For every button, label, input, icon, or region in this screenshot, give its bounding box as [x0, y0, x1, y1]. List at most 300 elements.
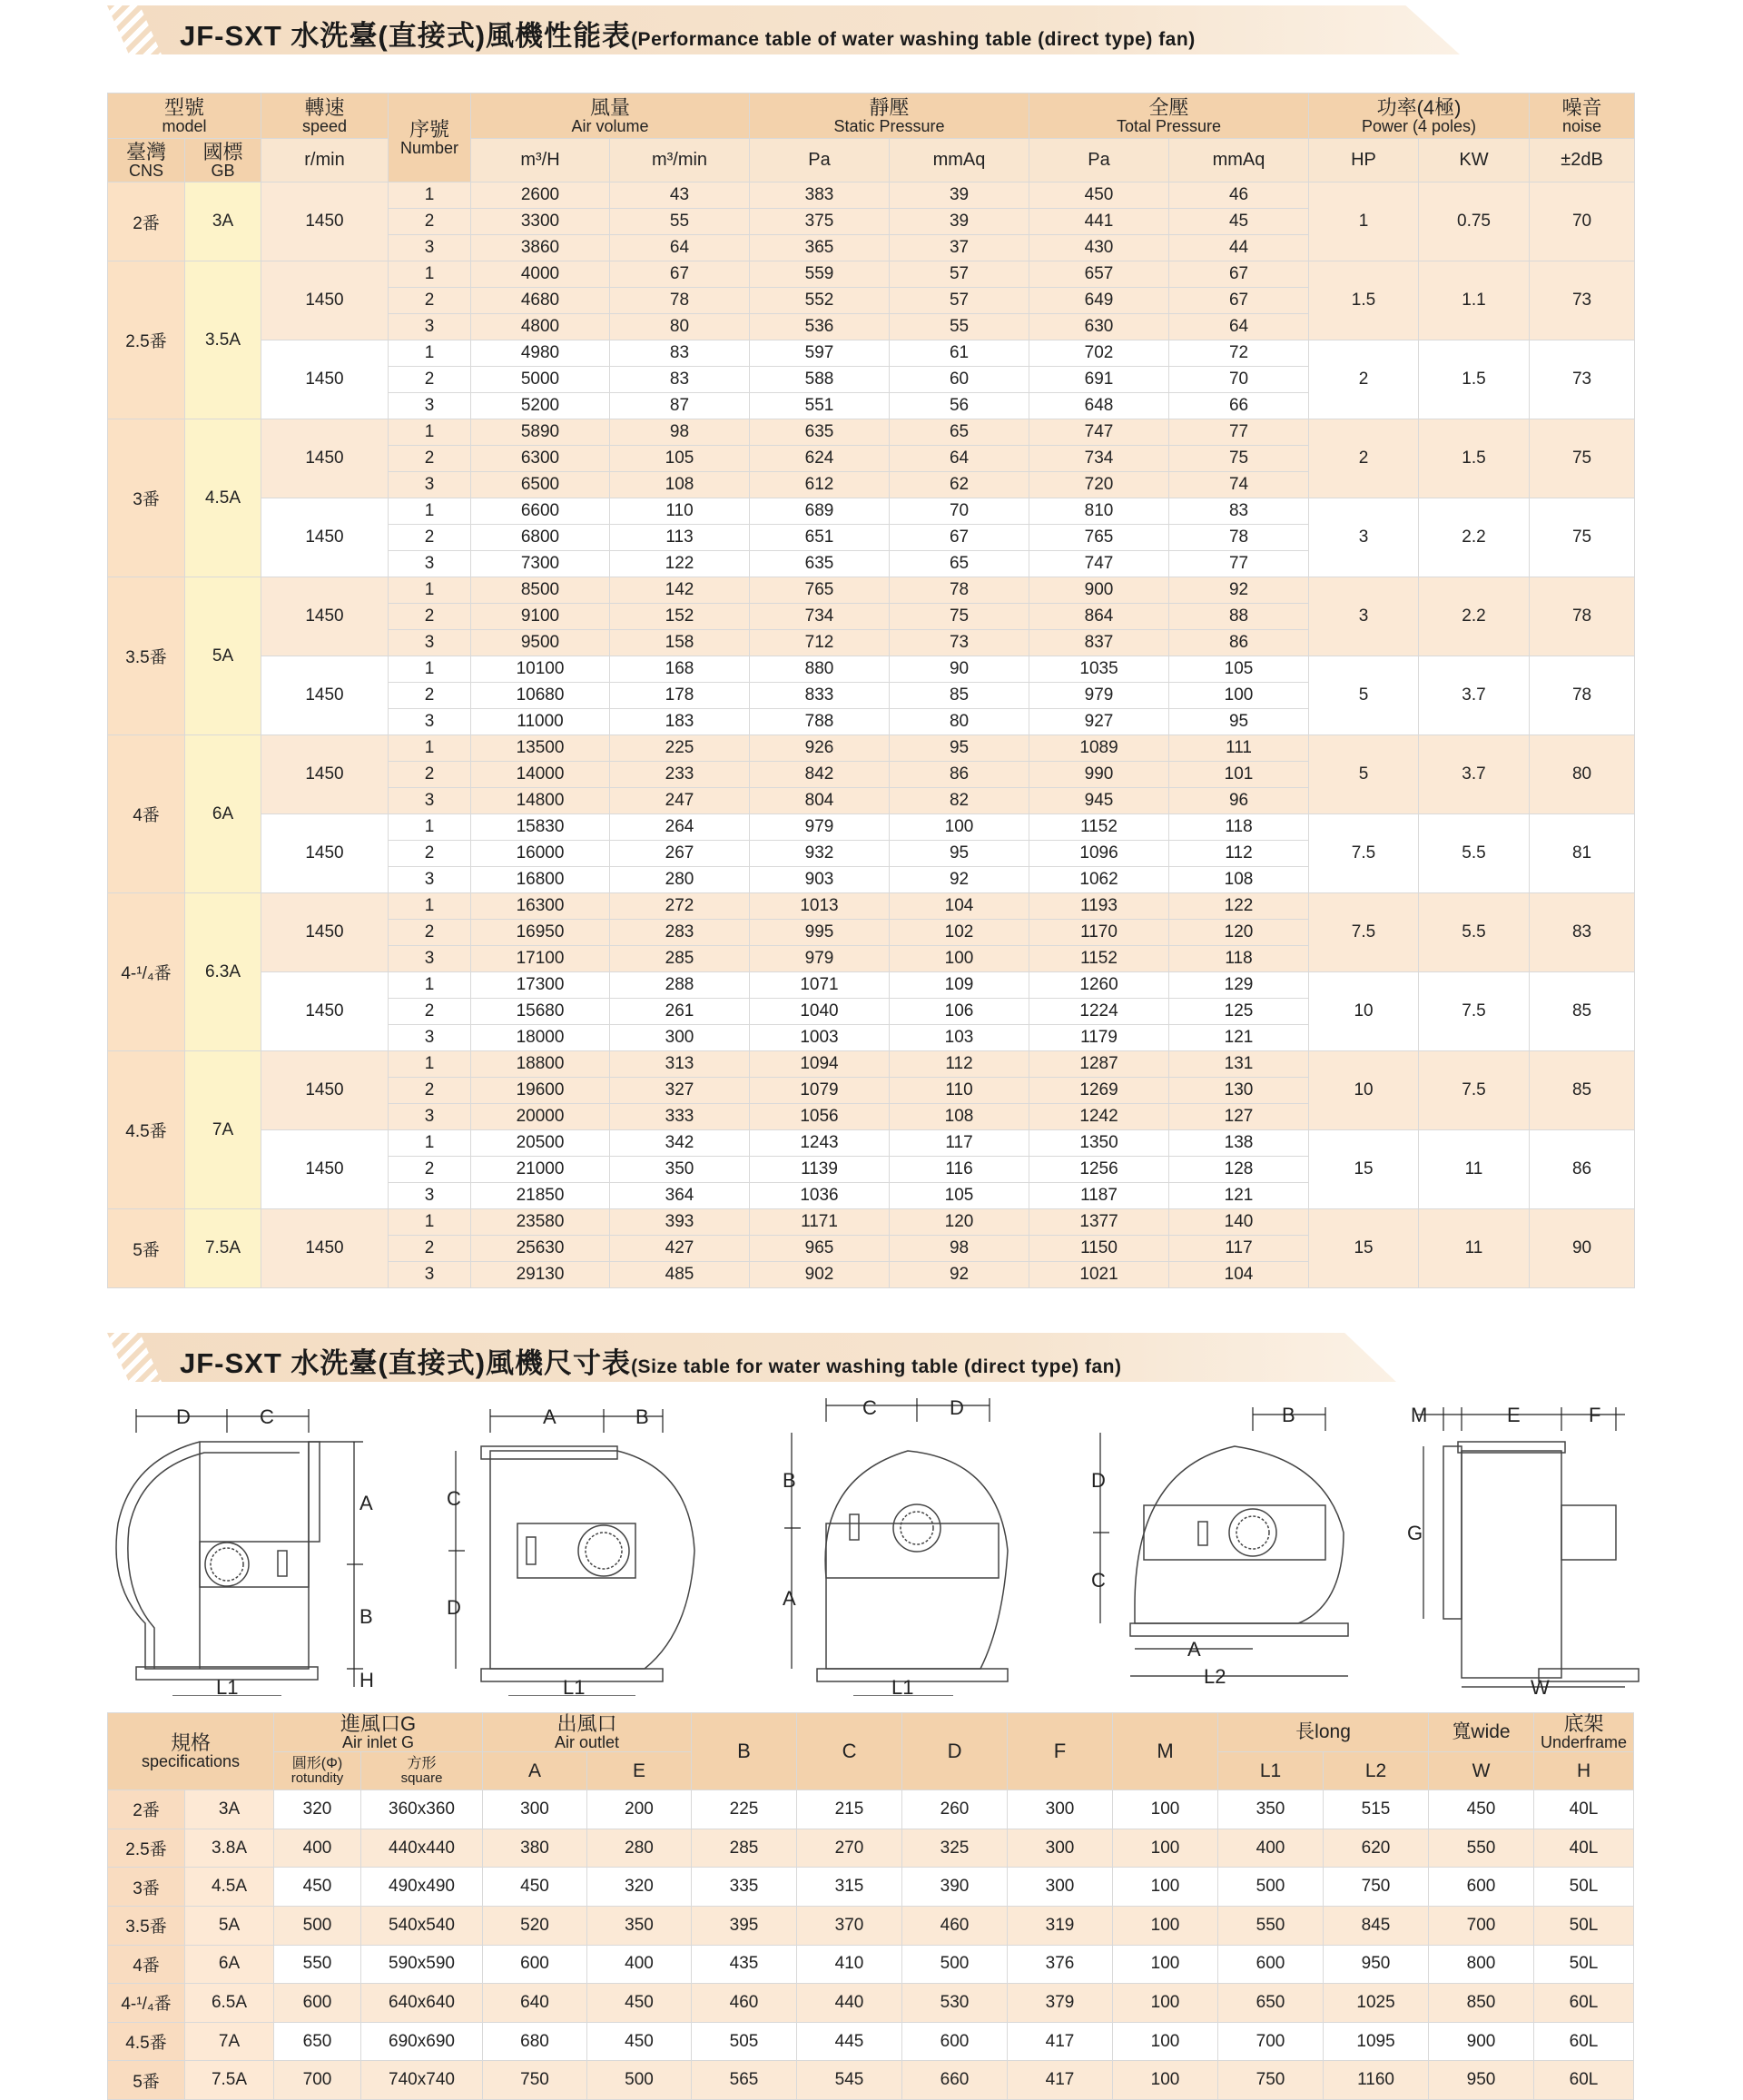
air-m3h-cell: 14800 — [471, 788, 610, 814]
size-title-zh: JF-SXT 水洗臺(直接式)風機尺寸表 — [180, 1347, 632, 1379]
static-pa-cell: 635 — [750, 551, 890, 577]
speed-cell: 1450 — [261, 419, 389, 498]
frame-h: 50L — [1534, 1906, 1634, 1945]
spec-cns: 5番 — [108, 2061, 185, 2100]
dim-l2: 1160 — [1324, 2061, 1429, 2100]
dim-l1: 550 — [1218, 1906, 1324, 1945]
dim-label: A — [783, 1587, 796, 1610]
noise-cell: 85 — [1530, 1051, 1635, 1130]
inlet-square: 490x490 — [361, 1868, 483, 1907]
number-cell: 2 — [389, 683, 471, 709]
air-m3min-cell: 247 — [610, 788, 750, 814]
number-cell: 3 — [389, 1183, 471, 1209]
total-pa-cell: 1062 — [1029, 867, 1169, 893]
dim-label: D — [447, 1596, 461, 1619]
air-m3min-cell: 280 — [610, 867, 750, 893]
model-cns: 4-¹/₄番 — [108, 893, 185, 1051]
inlet-square: 590x590 — [361, 1945, 483, 1984]
dim-l1: 500 — [1218, 1868, 1324, 1907]
total-pa-cell: 657 — [1029, 261, 1169, 288]
static-pa-cell: 689 — [750, 498, 890, 525]
static-pa-cell: 734 — [750, 604, 890, 630]
dim-d: 260 — [902, 1790, 1008, 1829]
spec-cns: 2.5番 — [108, 1829, 185, 1868]
spec-gb: 5A — [185, 1906, 274, 1945]
air-m3min-cell: 300 — [610, 1025, 750, 1051]
hp-cell: 10 — [1309, 972, 1419, 1051]
hp-cell: 10 — [1309, 1051, 1419, 1130]
air-m3h-cell: 15680 — [471, 999, 610, 1025]
noise-cell: 73 — [1530, 261, 1635, 340]
static-mmaq-cell: 37 — [890, 235, 1029, 261]
dim-label: A — [1187, 1638, 1201, 1661]
number-cell: 2 — [389, 1236, 471, 1262]
spec-gb: 7.5A — [185, 2061, 274, 2100]
static-mmaq-cell: 62 — [890, 472, 1029, 498]
header-total-mmaq: mmAq — [1169, 139, 1309, 182]
total-pa-cell: 734 — [1029, 446, 1169, 472]
kw-cell: 11 — [1419, 1209, 1530, 1288]
inlet-square: 640x640 — [361, 1984, 483, 2023]
static-mmaq-cell: 57 — [890, 288, 1029, 314]
table-row — [108, 1984, 1634, 2023]
table-row — [108, 340, 1635, 367]
dim-l1: 400 — [1218, 1829, 1324, 1868]
air-m3min-cell: 327 — [610, 1078, 750, 1104]
noise-cell: 83 — [1530, 893, 1635, 972]
noise-cell: 73 — [1530, 340, 1635, 419]
dim-m: 100 — [1113, 1790, 1218, 1829]
total-pa-cell: 1260 — [1029, 972, 1169, 999]
header-cns: 臺灣 CNS — [108, 139, 185, 182]
header-total-pa: Pa — [1029, 139, 1169, 182]
static-mmaq-cell: 60 — [890, 367, 1029, 393]
air-m3min-cell: 87 — [610, 393, 750, 419]
size-header-b: B — [692, 1713, 797, 1790]
kw-cell: 5.5 — [1419, 893, 1530, 972]
total-mmaq-cell: 138 — [1169, 1130, 1309, 1157]
model-gb: 3.5A — [185, 261, 261, 419]
air-m3h-cell: 4980 — [471, 340, 610, 367]
dim-f: 379 — [1008, 1984, 1113, 2023]
static-pa-cell: 1013 — [750, 893, 890, 920]
air-m3h-cell: 13500 — [471, 735, 610, 762]
outlet-e: 280 — [587, 1829, 692, 1868]
air-m3h-cell: 4000 — [471, 261, 610, 288]
dim-w: 850 — [1429, 1984, 1534, 2023]
noise-cell: 75 — [1530, 498, 1635, 577]
dim-w: 700 — [1429, 1906, 1534, 1945]
total-pa-cell: 1152 — [1029, 814, 1169, 841]
static-pa-cell: 365 — [750, 235, 890, 261]
spec-cns: 3番 — [108, 1868, 185, 1907]
static-pa-cell: 932 — [750, 841, 890, 867]
number-cell: 3 — [389, 472, 471, 498]
hp-cell: 7.5 — [1309, 893, 1419, 972]
dim-m: 100 — [1113, 1945, 1218, 1984]
total-mmaq-cell: 117 — [1169, 1236, 1309, 1262]
static-pa-cell: 965 — [750, 1236, 890, 1262]
static-mmaq-cell: 64 — [890, 446, 1029, 472]
perf-title-zh: JF-SXT 水洗臺(直接式)風機性能表 — [180, 20, 632, 52]
total-mmaq-cell: 44 — [1169, 235, 1309, 261]
total-mmaq-cell: 108 — [1169, 867, 1309, 893]
table-row — [108, 1829, 1634, 1868]
inlet-square: 360x360 — [361, 1790, 483, 1829]
number-cell: 2 — [389, 1157, 471, 1183]
static-mmaq-cell: 65 — [890, 419, 1029, 446]
air-m3min-cell: 264 — [610, 814, 750, 841]
dim-m: 100 — [1113, 2022, 1218, 2061]
dim-label: B — [783, 1469, 796, 1492]
kw-cell: 0.75 — [1419, 182, 1530, 261]
air-m3h-cell: 18000 — [471, 1025, 610, 1051]
hp-cell: 15 — [1309, 1130, 1419, 1209]
total-pa-cell: 1179 — [1029, 1025, 1169, 1051]
total-mmaq-cell: 112 — [1169, 841, 1309, 867]
static-mmaq-cell: 95 — [890, 841, 1029, 867]
speed-cell: 1450 — [261, 498, 389, 577]
table-row — [108, 577, 1635, 604]
hp-cell: 5 — [1309, 735, 1419, 814]
static-mmaq-cell: 39 — [890, 209, 1029, 235]
table-row — [108, 893, 1635, 920]
dim-l1: 700 — [1218, 2022, 1324, 2061]
size-header-inlet: 進風口G Air inlet G — [274, 1713, 483, 1752]
static-pa-cell: 926 — [750, 735, 890, 762]
number-cell: 1 — [389, 1130, 471, 1157]
total-pa-cell: 649 — [1029, 288, 1169, 314]
dim-f: 300 — [1008, 1790, 1113, 1829]
number-cell: 2 — [389, 1078, 471, 1104]
total-mmaq-cell: 104 — [1169, 1262, 1309, 1288]
air-m3min-cell: 152 — [610, 604, 750, 630]
dim-f: 319 — [1008, 1906, 1113, 1945]
static-pa-cell: 375 — [750, 209, 890, 235]
air-m3h-cell: 9100 — [471, 604, 610, 630]
static-mmaq-cell: 109 — [890, 972, 1029, 999]
header-speed: 轉速 speed — [261, 94, 389, 139]
static-mmaq-cell: 55 — [890, 314, 1029, 340]
total-mmaq-cell: 67 — [1169, 261, 1309, 288]
model-gb: 7A — [185, 1051, 261, 1209]
number-cell: 2 — [389, 920, 471, 946]
noise-cell: 78 — [1530, 656, 1635, 735]
static-pa-cell: 788 — [750, 709, 890, 735]
outlet-a: 300 — [483, 1790, 587, 1829]
table-row — [108, 1868, 1634, 1907]
kw-cell: 3.7 — [1419, 735, 1530, 814]
total-mmaq-cell: 95 — [1169, 709, 1309, 735]
dim-label: C — [1091, 1569, 1106, 1592]
number-cell: 3 — [389, 393, 471, 419]
static-pa-cell: 1171 — [750, 1209, 890, 1236]
total-mmaq-cell: 66 — [1169, 393, 1309, 419]
outlet-e: 200 — [587, 1790, 692, 1829]
total-pa-cell: 1287 — [1029, 1051, 1169, 1078]
outlet-e: 450 — [587, 1984, 692, 2023]
dim-c: 315 — [797, 1868, 902, 1907]
dim-d: 325 — [902, 1829, 1008, 1868]
dim-label: C — [260, 1405, 274, 1428]
air-m3min-cell: 333 — [610, 1104, 750, 1130]
air-m3min-cell: 233 — [610, 762, 750, 788]
size-header-c: C — [797, 1713, 902, 1790]
static-pa-cell: 1003 — [750, 1025, 890, 1051]
air-m3h-cell: 9500 — [471, 630, 610, 656]
total-mmaq-cell: 100 — [1169, 683, 1309, 709]
hp-cell: 7.5 — [1309, 814, 1419, 893]
noise-cell: 85 — [1530, 972, 1635, 1051]
static-mmaq-cell: 65 — [890, 551, 1029, 577]
number-cell: 3 — [389, 1025, 471, 1051]
model-gb: 6A — [185, 735, 261, 893]
fan-diagram-front-3 — [772, 1396, 1044, 1696]
total-pa-cell: 900 — [1029, 577, 1169, 604]
number-cell: 3 — [389, 235, 471, 261]
static-mmaq-cell: 86 — [890, 762, 1029, 788]
dim-b: 395 — [692, 1906, 797, 1945]
kw-cell: 2.2 — [1419, 498, 1530, 577]
static-pa-cell: 979 — [750, 814, 890, 841]
dim-l2: 950 — [1324, 1945, 1429, 1984]
size-header-round: 圓形(Φ) rotundity — [274, 1751, 361, 1790]
total-pa-cell: 945 — [1029, 788, 1169, 814]
dim-w: 600 — [1429, 1868, 1534, 1907]
total-mmaq-cell: 72 — [1169, 340, 1309, 367]
air-m3min-cell: 485 — [610, 1262, 750, 1288]
header-hp: HP — [1309, 139, 1419, 182]
inlet-round: 450 — [274, 1868, 361, 1907]
total-pa-cell: 765 — [1029, 525, 1169, 551]
dim-c: 545 — [797, 2061, 902, 2100]
spec-cns: 3.5番 — [108, 1906, 185, 1945]
size-title-band — [107, 1333, 1396, 1382]
outlet-a: 520 — [483, 1906, 587, 1945]
air-m3h-cell: 4680 — [471, 288, 610, 314]
static-pa-cell: 597 — [750, 340, 890, 367]
dim-l1: 600 — [1218, 1945, 1324, 1984]
static-pa-cell: 559 — [750, 261, 890, 288]
spec-cns: 2番 — [108, 1790, 185, 1829]
static-mmaq-cell: 106 — [890, 999, 1029, 1025]
total-pa-cell: 1224 — [1029, 999, 1169, 1025]
total-mmaq-cell: 64 — [1169, 314, 1309, 340]
static-mmaq-cell: 61 — [890, 340, 1029, 367]
air-m3min-cell: 64 — [610, 235, 750, 261]
dim-label: C — [862, 1396, 877, 1419]
outlet-a: 450 — [483, 1868, 587, 1907]
inlet-square: 440x440 — [361, 1829, 483, 1868]
static-pa-cell: 1071 — [750, 972, 890, 999]
dim-f: 417 — [1008, 2022, 1113, 2061]
kw-cell: 7.5 — [1419, 1051, 1530, 1130]
air-m3h-cell: 20000 — [471, 1104, 610, 1130]
number-cell: 3 — [389, 709, 471, 735]
air-m3min-cell: 261 — [610, 999, 750, 1025]
air-m3h-cell: 4800 — [471, 314, 610, 340]
static-pa-cell: 1036 — [750, 1183, 890, 1209]
speed-cell: 1450 — [261, 814, 389, 893]
static-mmaq-cell: 80 — [890, 709, 1029, 735]
air-m3min-cell: 283 — [610, 920, 750, 946]
hp-cell: 5 — [1309, 656, 1419, 735]
dim-c: 440 — [797, 1984, 902, 2023]
air-m3h-cell: 6500 — [471, 472, 610, 498]
total-pa-cell: 691 — [1029, 367, 1169, 393]
air-m3min-cell: 80 — [610, 314, 750, 340]
air-m3min-cell: 364 — [610, 1183, 750, 1209]
air-m3h-cell: 17300 — [471, 972, 610, 999]
total-pa-cell: 1193 — [1029, 893, 1169, 920]
static-pa-cell: 712 — [750, 630, 890, 656]
kw-cell: 1.1 — [1419, 261, 1530, 340]
static-mmaq-cell: 39 — [890, 182, 1029, 209]
static-pa-cell: 536 — [750, 314, 890, 340]
dim-l2: 750 — [1324, 1868, 1429, 1907]
perf-title-en: (Performance table of water washing table (direct type) fan) — [631, 29, 1196, 50]
header-number: 序號 Number — [389, 94, 471, 182]
air-m3min-cell: 122 — [610, 551, 750, 577]
number-cell: 3 — [389, 788, 471, 814]
total-mmaq-cell: 70 — [1169, 367, 1309, 393]
total-mmaq-cell: 74 — [1169, 472, 1309, 498]
number-cell: 1 — [389, 182, 471, 209]
dim-l2: 845 — [1324, 1906, 1429, 1945]
total-pa-cell: 450 — [1029, 182, 1169, 209]
air-m3min-cell: 142 — [610, 577, 750, 604]
dim-label: G — [1407, 1522, 1423, 1544]
header-db: ±2dB — [1530, 139, 1635, 182]
total-pa-cell: 1152 — [1029, 946, 1169, 972]
air-m3h-cell: 23580 — [471, 1209, 610, 1236]
frame-h: 60L — [1534, 2022, 1634, 2061]
spec-gb: 7A — [185, 2022, 274, 2061]
static-mmaq-cell: 92 — [890, 867, 1029, 893]
size-header-l2: L2 — [1324, 1751, 1429, 1790]
air-m3min-cell: 350 — [610, 1157, 750, 1183]
dim-b: 460 — [692, 1984, 797, 2023]
dim-d: 390 — [902, 1868, 1008, 1907]
air-m3min-cell: 67 — [610, 261, 750, 288]
dim-b: 565 — [692, 2061, 797, 2100]
number-cell: 3 — [389, 1262, 471, 1288]
total-pa-cell: 441 — [1029, 209, 1169, 235]
model-cns: 2番 — [108, 182, 185, 261]
air-m3h-cell: 16950 — [471, 920, 610, 946]
performance-table — [107, 93, 1635, 1288]
number-cell: 3 — [389, 551, 471, 577]
dim-b: 435 — [692, 1945, 797, 1984]
air-m3min-cell: 342 — [610, 1130, 750, 1157]
speed-cell: 1450 — [261, 1051, 389, 1130]
total-pa-cell: 430 — [1029, 235, 1169, 261]
air-m3h-cell: 5890 — [471, 419, 610, 446]
dim-label: W — [1531, 1676, 1550, 1696]
air-m3min-cell: 313 — [610, 1051, 750, 1078]
static-mmaq-cell: 75 — [890, 604, 1029, 630]
total-mmaq-cell: 129 — [1169, 972, 1309, 999]
total-mmaq-cell: 118 — [1169, 814, 1309, 841]
inlet-square: 540x540 — [361, 1906, 483, 1945]
dim-label: D — [1091, 1469, 1106, 1492]
number-cell: 2 — [389, 841, 471, 867]
air-m3h-cell: 25630 — [471, 1236, 610, 1262]
table-row — [108, 1790, 1634, 1829]
dim-l1: 750 — [1218, 2061, 1324, 2100]
model-gb: 4.5A — [185, 419, 261, 577]
air-m3min-cell: 78 — [610, 288, 750, 314]
static-pa-cell: 880 — [750, 656, 890, 683]
header-static-pressure: 靜壓 Static Pressure — [750, 94, 1029, 139]
fan-diagram-side — [1398, 1396, 1643, 1696]
outlet-e: 450 — [587, 2022, 692, 2061]
number-cell: 1 — [389, 340, 471, 367]
static-mmaq-cell: 56 — [890, 393, 1029, 419]
dim-label: C — [447, 1487, 461, 1510]
perf-title-band — [107, 5, 1460, 54]
noise-cell: 75 — [1530, 419, 1635, 498]
air-m3min-cell: 427 — [610, 1236, 750, 1262]
outlet-a: 640 — [483, 1984, 587, 2023]
static-pa-cell: 995 — [750, 920, 890, 946]
air-m3h-cell: 16300 — [471, 893, 610, 920]
static-mmaq-cell: 104 — [890, 893, 1029, 920]
outlet-e: 500 — [587, 2061, 692, 2100]
air-m3min-cell: 108 — [610, 472, 750, 498]
static-pa-cell: 833 — [750, 683, 890, 709]
dim-label: D — [950, 1396, 964, 1419]
static-pa-cell: 551 — [750, 393, 890, 419]
header-kw: KW — [1419, 139, 1530, 182]
total-pa-cell: 927 — [1029, 709, 1169, 735]
total-mmaq-cell: 105 — [1169, 656, 1309, 683]
total-pa-cell: 979 — [1029, 683, 1169, 709]
number-cell: 1 — [389, 577, 471, 604]
static-mmaq-cell: 116 — [890, 1157, 1029, 1183]
air-m3h-cell: 14000 — [471, 762, 610, 788]
speed-cell: 1450 — [261, 656, 389, 735]
static-mmaq-cell: 112 — [890, 1051, 1029, 1078]
model-cns: 3番 — [108, 419, 185, 577]
total-mmaq-cell: 118 — [1169, 946, 1309, 972]
dim-c: 370 — [797, 1906, 902, 1945]
total-mmaq-cell: 140 — [1169, 1209, 1309, 1236]
total-mmaq-cell: 130 — [1169, 1078, 1309, 1104]
total-mmaq-cell: 88 — [1169, 604, 1309, 630]
number-cell: 2 — [389, 999, 471, 1025]
dim-m: 100 — [1113, 1984, 1218, 2023]
total-mmaq-cell: 45 — [1169, 209, 1309, 235]
size-header-h: H — [1534, 1751, 1634, 1790]
table-row — [108, 1130, 1635, 1157]
air-m3h-cell: 3860 — [471, 235, 610, 261]
total-mmaq-cell: 121 — [1169, 1025, 1309, 1051]
dim-label: A — [543, 1405, 556, 1428]
speed-cell: 1450 — [261, 182, 389, 261]
static-pa-cell: 903 — [750, 867, 890, 893]
table-row — [108, 735, 1635, 762]
hp-cell: 1 — [1309, 182, 1419, 261]
total-mmaq-cell: 131 — [1169, 1051, 1309, 1078]
total-mmaq-cell: 120 — [1169, 920, 1309, 946]
air-m3min-cell: 183 — [610, 709, 750, 735]
header-static-mmaq: mmAq — [890, 139, 1029, 182]
air-m3min-cell: 110 — [610, 498, 750, 525]
total-pa-cell: 630 — [1029, 314, 1169, 340]
total-mmaq-cell: 77 — [1169, 419, 1309, 446]
frame-h: 40L — [1534, 1790, 1634, 1829]
